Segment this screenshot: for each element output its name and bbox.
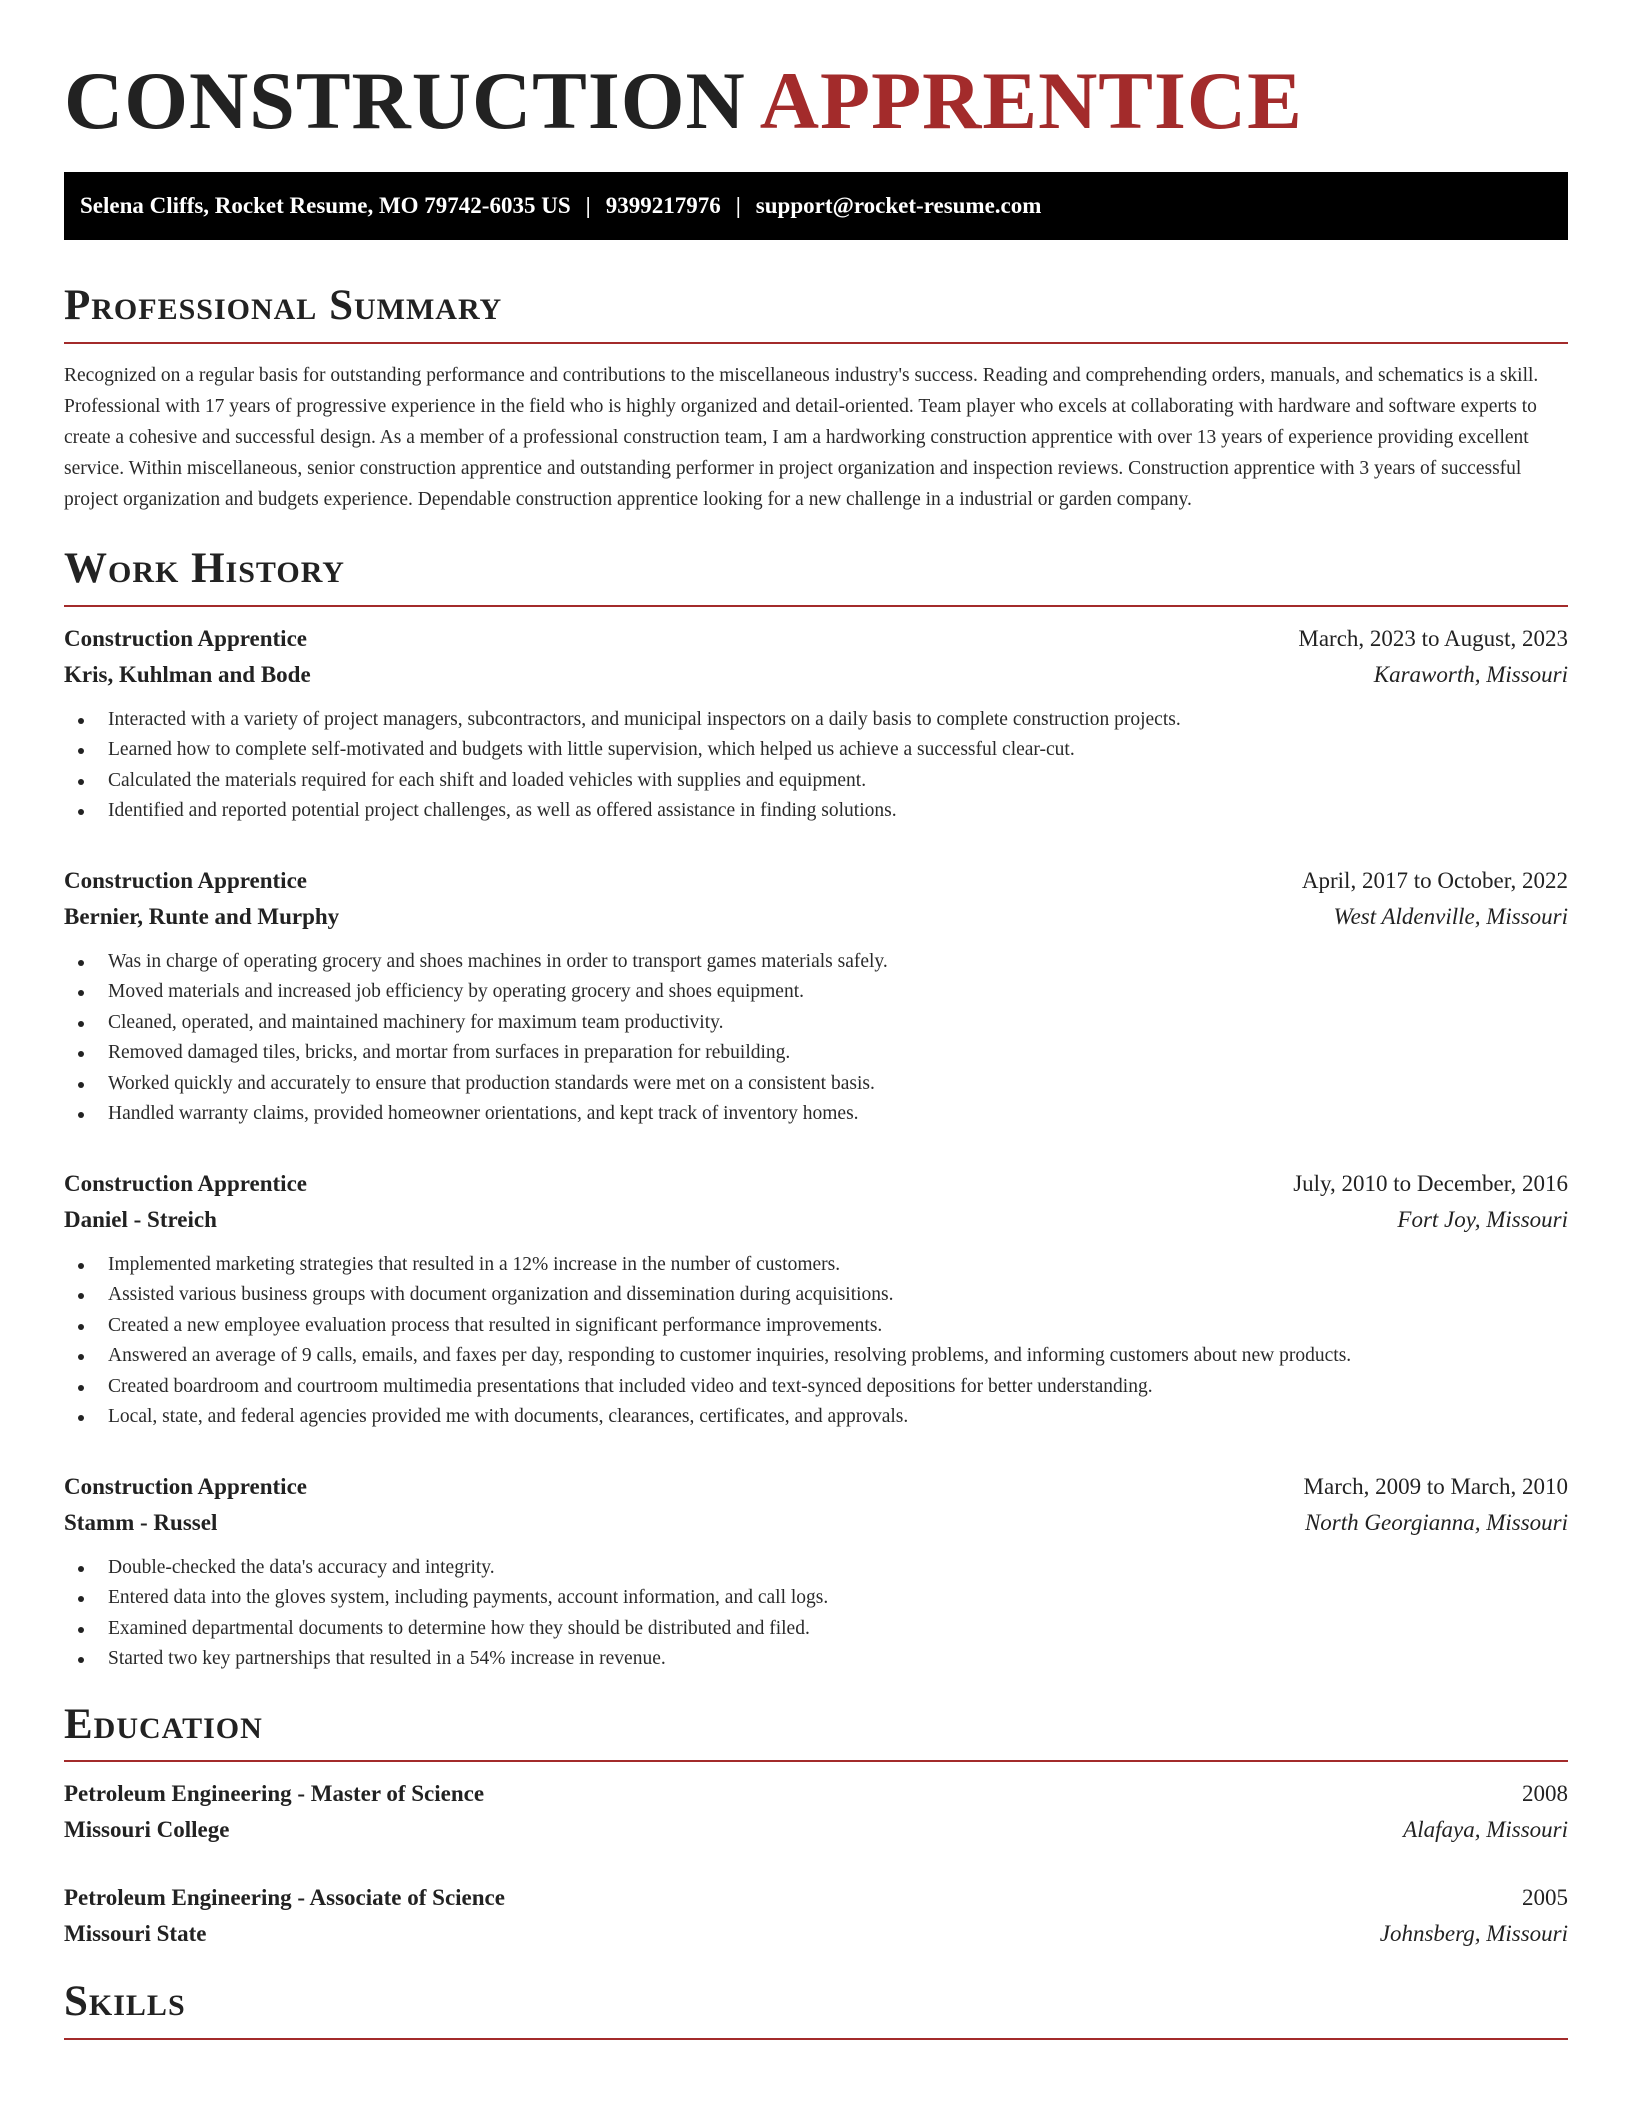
job-bullet-list [64,947,1568,1130]
job-bullet: Interacted with a variety of project managers, subcontractors, and municipal inspectors on a daily basis to complete construction projects. [78,705,1568,736]
job-header-row [64,621,1568,657]
job-bullet-list [64,1250,1568,1433]
job-header-row [64,1469,1568,1505]
job-dates: March, 2009 to March, 2010 [1303,1473,1568,1499]
job-role: Construction Apprentice [64,1473,307,1499]
title-first-word: CONSTRUCTION [64,55,746,146]
job-bullet: Started two key partnerships that resulted in a 54% increase in revenue. [78,1644,1568,1675]
job-bullet: Was in charge of operating grocery and shoes machines in order to transport games materials safely. [78,947,1568,978]
section-title-skills: Skills [64,1976,1568,2040]
contact-bar [64,172,1568,240]
job-entry [64,863,1568,1130]
job-bullet: Examined departmental documents to determine how they should be distributed and filed. [78,1614,1568,1645]
job-bullet-list [64,1553,1568,1675]
job-role: Construction Apprentice [64,625,307,651]
education-year: 2005 [1522,1885,1568,1911]
job-entry [64,1166,1568,1433]
contact-address: Selena Cliffs, Rocket Resume, MO 79742-6035 US [80,193,571,219]
title-second-word: APPRENTICE [759,55,1303,146]
job-entry [64,1469,1568,1675]
education-degree: Petroleum Engineering - Master of Science [64,1781,485,1807]
job-bullet: Handled warranty claims, provided homeowner orientations, and kept track of inventory homes. [78,1099,1568,1130]
education-degree-row [64,1776,1568,1812]
job-bullet: Identified and reported potential project challenges, as well as offered assistance in finding solutions. [78,796,1568,827]
job-bullet: Removed damaged tiles, bricks, and mortar from surfaces in preparation for rebuilding. [78,1038,1568,1069]
education-location: Johnsberg, Missouri [1379,1921,1568,1947]
job-bullet: Implemented marketing strategies that resulted in a 12% increase in the number of customers. [78,1250,1568,1281]
job-entry [64,621,1568,827]
education-entry [64,1880,1568,1952]
job-bullet: Created a new employee evaluation process that resulted in significant performance improvements. [78,1311,1568,1342]
job-bullet-list [64,705,1568,827]
job-bullet: Created boardroom and courtroom multimedia presentations that included video and text-synced depositions for better understanding. [78,1372,1568,1403]
summary-text: Recognized on a regular basis for outstanding performance and contributions to the miscellaneous industry's success. Reading and comprehending orders, manuals, and schematics is a skill. Professional with 17 years of progressive experience in the field who is highly organized and detail-oriented. Team player who excels at collaborating with hardware and software experts to create a cohesive and successful design. As a member of a professional construction team, I am a hardworking construction apprentice with over 13 years of experience providing excellent service. Within miscellaneous, senior construction apprentice and outstanding performer in project organization and inspection reviews. Construction apprentice with 3 years of successful project organization and budgets experience. Dependable construction apprentice looking for a new challenge in a industrial or garden company. [64,364,1539,510]
job-company: Daniel - Streich [64,1206,217,1232]
job-company-row [64,657,1568,693]
section-title-work-history: Work History [64,543,1568,607]
education-school-row [64,1812,1568,1848]
education-school-row [64,1916,1568,1952]
job-dates: April, 2017 to October, 2022 [1301,867,1568,893]
contact-separator: | [585,193,591,219]
job-bullet: Moved materials and increased job efficiency by operating grocery and shoes equipment. [78,977,1568,1008]
job-company-row [64,1505,1568,1541]
job-company: Bernier, Runte and Murphy [64,903,340,929]
job-location: Karaworth, Missouri [1373,661,1568,687]
job-company: Stamm - Russel [64,1509,218,1535]
job-bullet: Local, state, and federal agencies provided me with documents, clearances, certificates, and approvals. [78,1402,1568,1433]
job-header-row [64,1166,1568,1202]
job-bullet: Learned how to complete self-motivated and budgets with little supervision, which helped us achieve a successful clear-cut. [78,735,1568,766]
job-bullet: Calculated the materials required for each shift and loaded vehicles with supplies and equipment. [78,766,1568,797]
job-role: Construction Apprentice [64,867,307,893]
job-location: West Aldenville, Missouri [1333,903,1568,929]
job-dates: July, 2010 to December, 2016 [1293,1170,1568,1196]
education-location: Alafaya, Missouri [1403,1817,1568,1843]
education-year: 2008 [1522,1781,1568,1807]
job-bullet: Cleaned, operated, and maintained machinery for maximum team productivity. [78,1008,1568,1039]
job-location: Fort Joy, Missouri [1397,1206,1568,1232]
contact-email: support@rocket-resume.com [755,193,1042,219]
education-degree-row [64,1880,1568,1916]
job-dates: March, 2023 to August, 2023 [1298,625,1568,651]
education-degree: Petroleum Engineering - Associate of Science [64,1885,505,1911]
job-company-row [64,1202,1568,1238]
section-title-summary: Professional Summary [64,280,1568,344]
education-entry [64,1776,1568,1848]
job-role: Construction Apprentice [64,1170,307,1196]
job-bullet: Answered an average of 9 calls, emails, and faxes per day, responding to customer inquiries, resolving problems, and informing customers about new products. [78,1341,1568,1372]
education-school: Missouri State [64,1921,207,1947]
section-title-education: Education [64,1699,1568,1763]
job-bullet: Worked quickly and accurately to ensure that production standards were met on a consistent basis. [78,1069,1568,1100]
job-bullet: Assisted various business groups with document organization and dissemination during acquisitions. [78,1280,1568,1311]
contact-separator: | [735,193,741,219]
job-bullet: Entered data into the gloves system, including payments, account information, and call logs. [78,1583,1568,1614]
job-header-row [64,863,1568,899]
job-company: Kris, Kuhlman and Bode [64,661,311,687]
resume-title [64,52,1568,150]
job-bullet: Double-checked the data's accuracy and integrity. [78,1553,1568,1584]
job-company-row [64,899,1568,935]
job-location: North Georgianna, Missouri [1304,1509,1568,1535]
contact-phone: 9399217976 [605,193,721,219]
education-school: Missouri College [64,1817,230,1843]
